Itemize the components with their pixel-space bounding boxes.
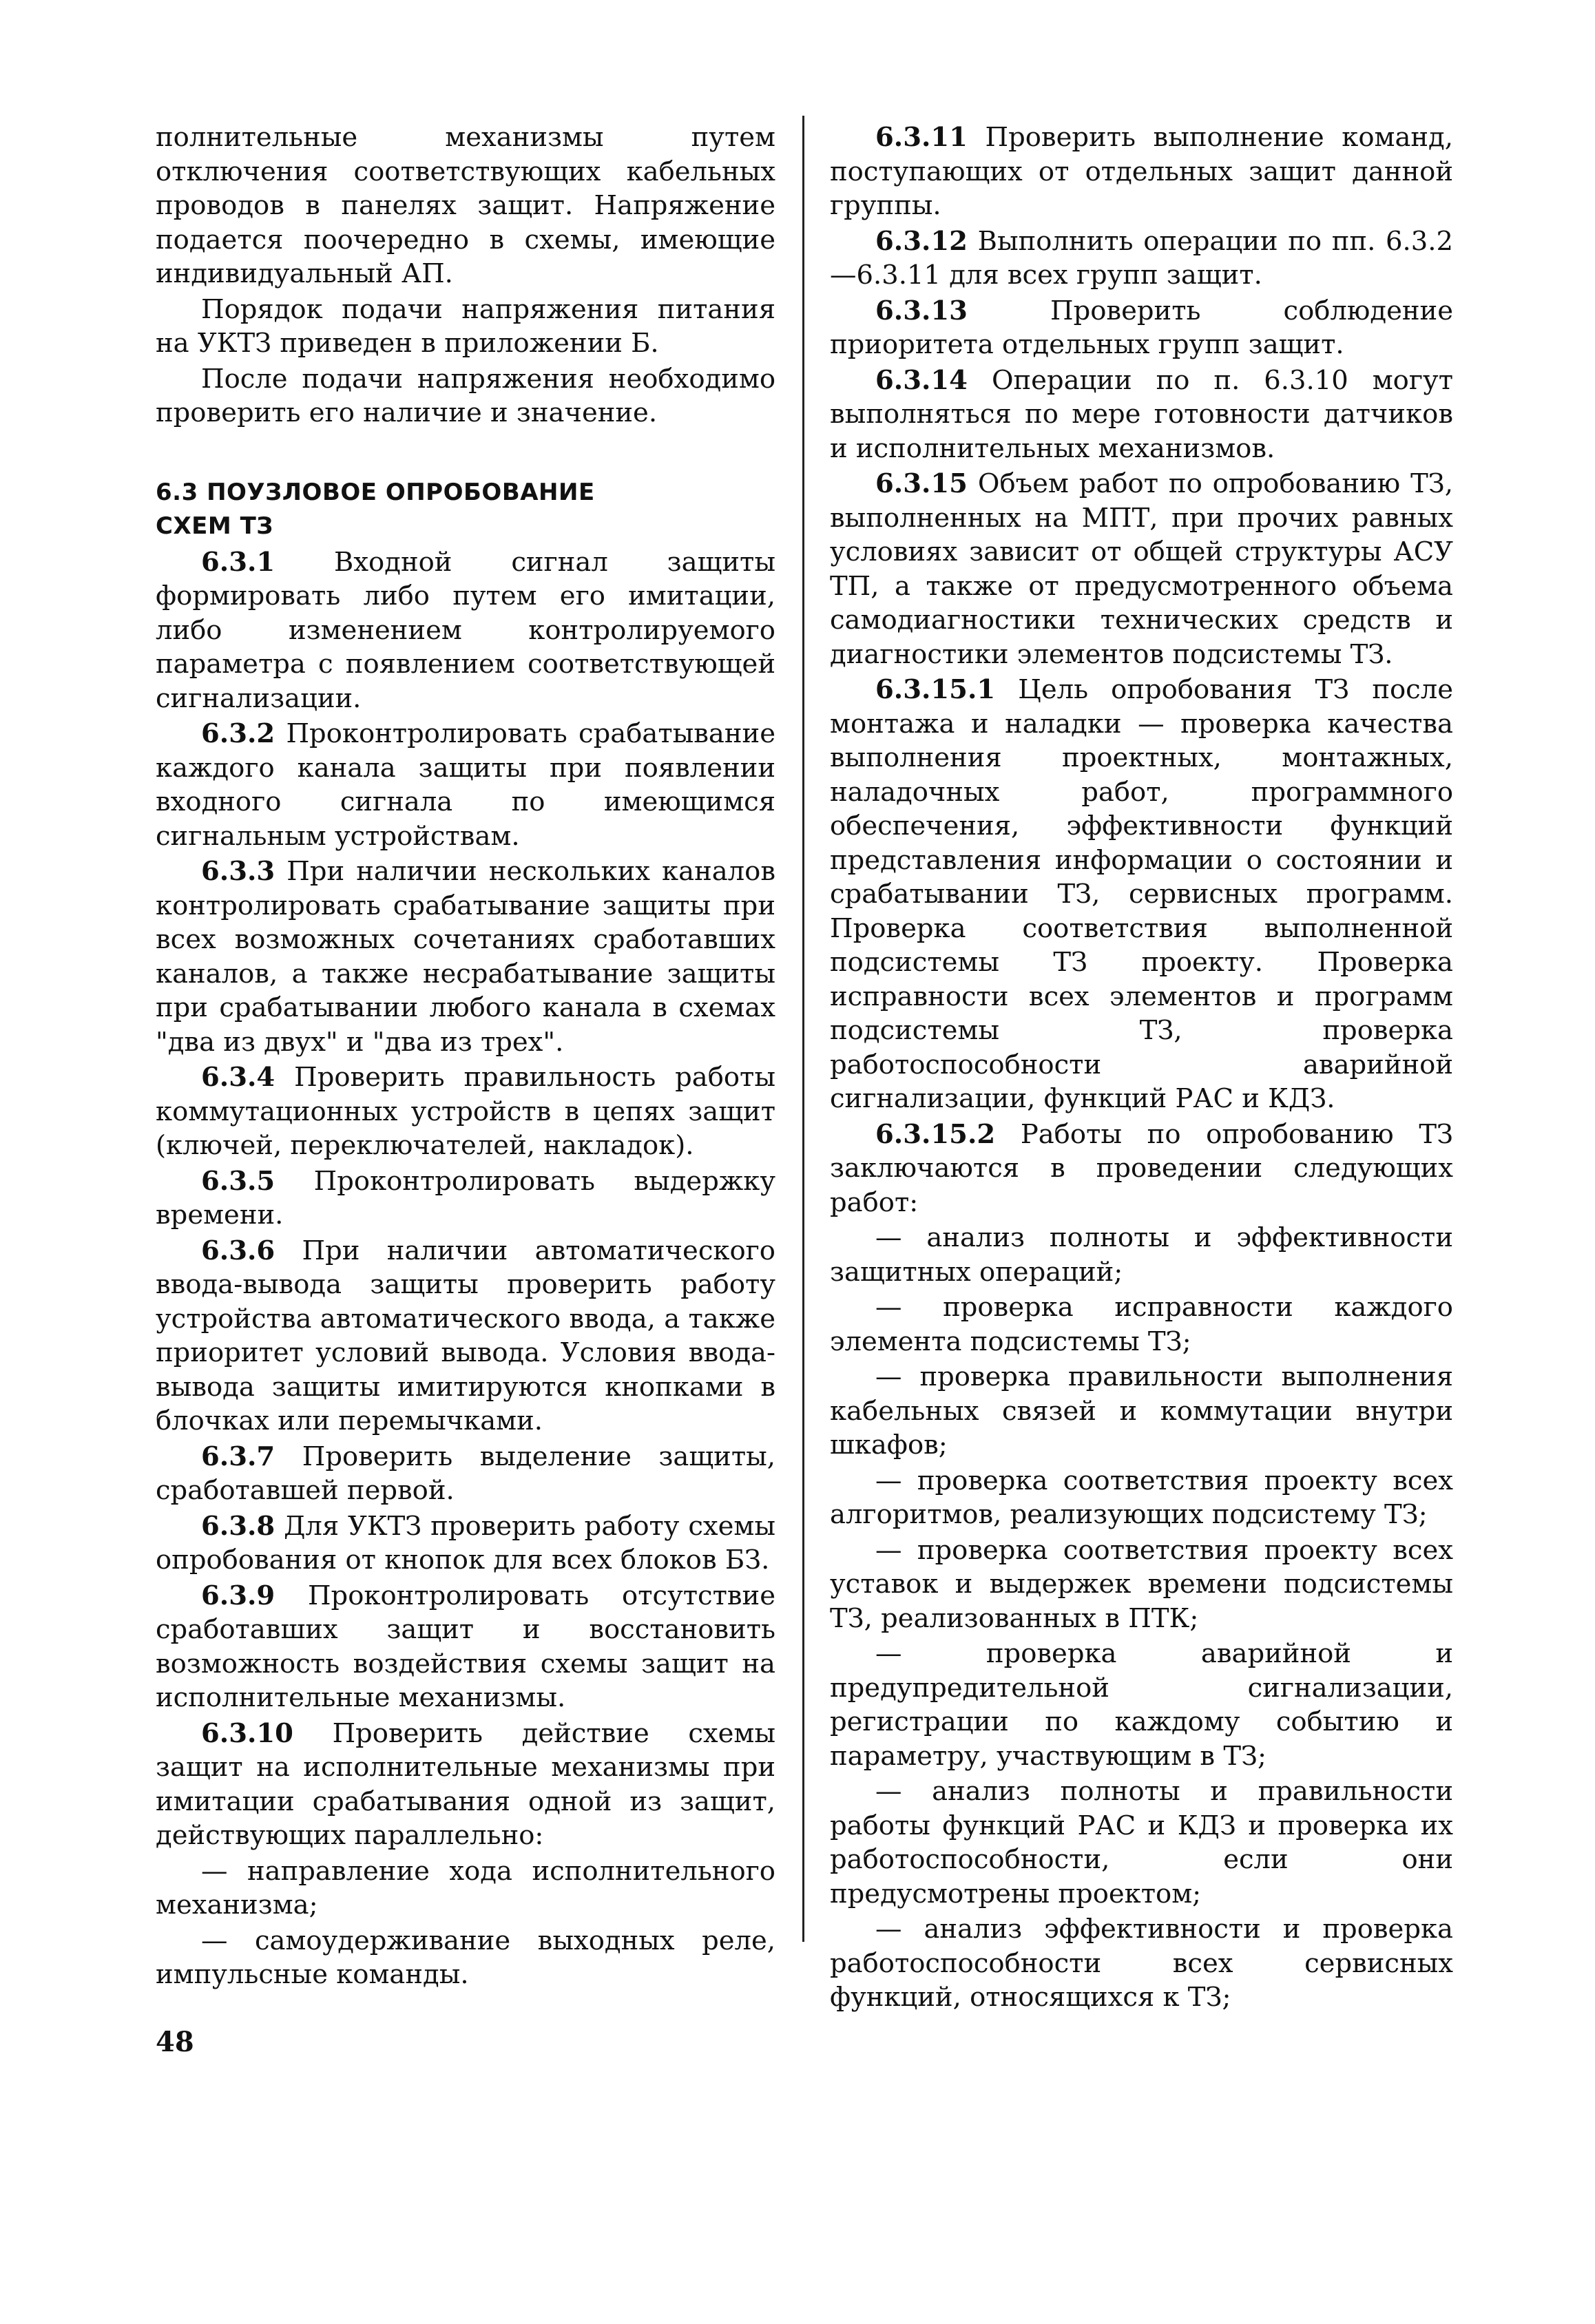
page-number: 48 [156,2026,194,2058]
item-number: 6.3.7 [201,1441,275,1472]
column-divider [802,116,804,1942]
paragraph-voltage-order: Порядок подачи напряжения питания на УКТЗ приведен в приложении Б. [156,293,775,359]
dash-item: — анализ полноты и эффективности защитных операций; [830,1222,1453,1288]
item-number: 6.3.13 [875,295,968,326]
item-6-3-9 [156,1579,775,1715]
item-number: 6.3.14 [875,364,968,396]
item-6-3-15-2 [830,1118,1453,1220]
item-6-3-15 [830,467,1453,671]
item-6-3-7 [156,1440,775,1508]
item-text: Проверить правильность работы коммутационных устройств в цепях защит (ключей, переключателей, накладок). [156,1062,775,1161]
item-number: 6.3.8 [201,1510,275,1542]
dash-item: — проверка исправности каждого элемента подсистемы ТЗ; [830,1292,1453,1357]
item-text: Для УКТЗ проверить работу схемы опробования от кнопок для всех блоков БЗ. [156,1510,775,1575]
item-number: 6.3.10 [201,1717,293,1749]
item-number: 6.3.3 [201,856,275,887]
item-number: 6.3.5 [201,1165,275,1197]
item-6-3-12 [830,224,1453,293]
item-number: 6.3.2 [201,718,275,749]
item-number: 6.3.6 [201,1235,275,1266]
left-column [156,121,775,1993]
item-text: Проверить выполнение команд, поступающих от отдельных защит данной группы. [830,122,1453,221]
item-6-3-15-1 [830,673,1453,1116]
item-number: 6.3.11 [875,122,968,153]
item-6-3-2 [156,717,775,853]
dash-item: — направление хода исполнительного механизма; [156,1855,775,1920]
item-number: 6.3.15.1 [875,674,996,705]
item-text: Проконтролировать срабатывание каждого канала защиты при появлении входного сигнала по имеющимся сигнальным устройствам. [156,718,775,852]
dash-item: — анализ эффективности и проверка работоспособности всех сервисных функций, относящихся к ТЗ; [830,1914,1453,2013]
item-text: Проконтролировать выдержку времени. [156,1165,775,1231]
item-6-3-10 [156,1717,775,1853]
item-number: 6.3.4 [201,1062,275,1093]
item-6-3-5 [156,1164,775,1233]
dash-item: — проверка правильности выполнения кабельных связей и коммутации внутри шкафов; [830,1361,1453,1461]
paragraph-voltage-check: После подачи напряжения необходимо проверить его наличие и значение. [156,363,775,428]
item-6-3-6 [156,1234,775,1438]
item-text: Проверить выделение защиты, сработавшей первой. [156,1441,775,1506]
item-text: При наличии автоматического ввода-вывода защиты проверить работу устройства автоматического ввода, а также приоритет условий вывода. Условия ввода-вывода защиты имитируются кнопками в блочках или перемычками. [156,1235,775,1436]
dash-item: — самоудерживание выходных реле, импульсные команды. [156,1925,775,1990]
item-6-3-8 [156,1509,775,1578]
item-number: 6.3.12 [875,225,968,257]
dash-item: — проверка аварийной и предупредительной сигнализации, регистрации по каждому событию и параметру, участвующим в ТЗ; [830,1638,1453,1772]
item-number: 6.3.1 [201,546,275,578]
dash-item: — проверка соответствия проекту всех алгоритмов, реализующих подсистему ТЗ; [830,1465,1453,1530]
item-6-3-13 [830,294,1453,362]
item-text: Цель опробования ТЗ после монтажа и наладки — проверка качества выполнения проектных, монтажных, наладочных работ, программного обеспечения, эффективности функций представления информации о состоянии и срабатывании ТЗ, сервисных программ. Проверка соответствия выполненной подсистемы ТЗ проекту. Проверка исправности всех элементов и программ подсистемы ТЗ, проверка работоспособности аварийной сигнализации, функций РАС и КДЗ. [830,674,1453,1114]
item-text: Проконтролировать отсутствие сработавших защит и восстановить возможность воздействия схемы защит на исполнительные механизмы. [156,1580,775,1713]
item-text: При наличии нескольких каналов контролировать срабатывание защиты при всех возможных сочетаниях сработавших каналов, а также несрабатывание защиты при срабатывании любого канала в схемах "два из двух" и "два из трех". [156,856,775,1058]
item-number: 6.3.15 [875,468,968,499]
paragraph-continuation: полнительные механизмы путем отключения соответствующих кабельных проводов в панелях защит. Напряжение подается поочередно в схемы, имеющие индивидуальный АП. [156,122,775,289]
item-text: Проверить соблюдение приоритета отдельных групп защит. [830,295,1453,360]
item-text: Объем работ по опробованию ТЗ, выполненных на МПТ, при прочих равных условиях зависит от общей структуры АСУ ТП, а также от предусмотренного объема самодиагностики технических средств и диагностики элементов подсистемы ТЗ. [830,468,1453,670]
item-6-3-4 [156,1060,775,1163]
item-text: Выполнить операции по пп. 6.3.2—6.3.11 для всех групп защит. [830,225,1453,291]
item-6-3-11 [830,121,1453,223]
item-6-3-3 [156,855,775,1059]
item-text: Работы по опробованию ТЗ заключаются в проведении следующих работ: [830,1118,1453,1218]
item-6-3-14 [830,364,1453,466]
item-text: Операции по п. 6.3.10 могут выполняться по мере готовности датчиков и исполнительных механизмов. [830,364,1453,464]
item-text: Входной сигнал защиты формировать либо путем его имитации, либо изменением контролируемого параметра с появлением соответствующей сигнализации. [156,546,775,714]
item-text: Проверить действие схемы защит на исполнительные механизмы при имитации срабатывания одной из защит, действующих параллельно: [156,1717,775,1851]
right-column [830,121,1453,2016]
item-number: 6.3.15.2 [875,1118,996,1150]
section-heading [156,476,775,543]
dash-item: — проверка соответствия проекту всех уставок и выдержек времени подсистемы ТЗ, реализованных в ПТК; [830,1534,1453,1634]
dash-item: — анализ полноты и правильности работы функций РАС и КДЗ и проверка их работоспособности, если они предусмотрены проектом; [830,1776,1453,1909]
section-heading-line2: СХЕМ ТЗ [156,512,273,540]
section-heading-line1: 6.3 ПОУЗЛОВОЕ ОПРОБОВАНИЕ [156,478,595,506]
item-number: 6.3.9 [201,1580,275,1611]
item-6-3-1 [156,545,775,716]
